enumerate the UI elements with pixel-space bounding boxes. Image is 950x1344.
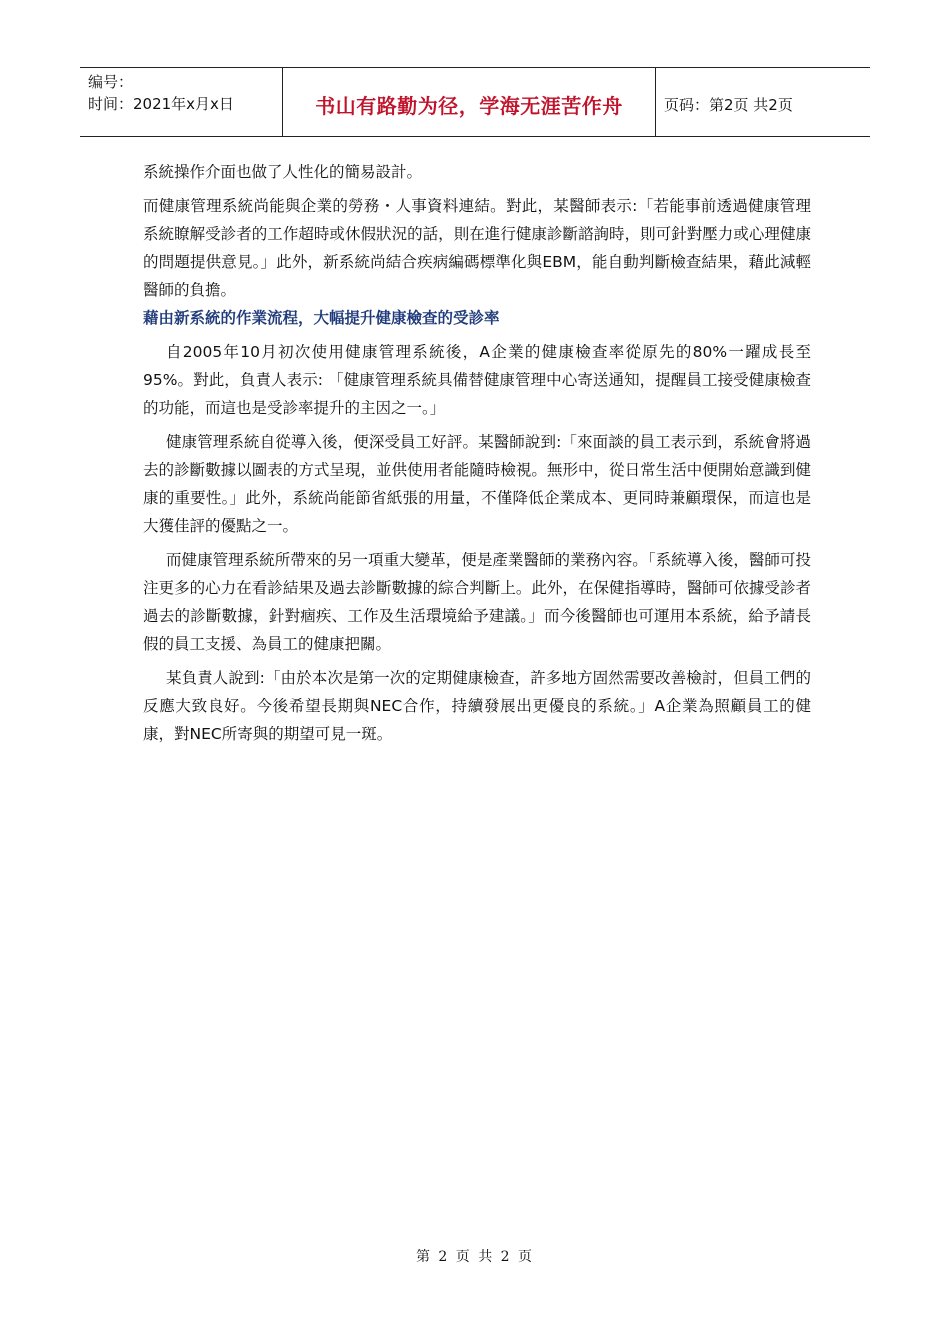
paragraph-3: 自2005年10月初次使用健康管理系統後，A企業的健康檢查率從原先的80%一躍成長至95%。對此，負責人表示: 「健康管理系統具備替健康管理中心寄送通知，提醒員工接受健康檢查的功能，而這也是受診率提升的主因之一。」 (143, 343, 811, 417)
header-motto: 书山有路勤为径，学海无涯苦作舟 (315, 93, 623, 118)
section-heading: 藉由新系統的作業流程，大幅提升健康檢查的受診率 (143, 309, 500, 327)
header-motto-cell (282, 68, 656, 136)
paragraph-5: 而健康管理系統所帶來的另一項重大變革，便是產業醫師的業務內容。「系統導入後，醫師可投注更多的心力在看診結果及過去診斷數據的綜合判斷上。此外，在保健指導時，醫師可依據受診者過去的診斷數據，針對痼疾、工作及生活環境給予建議。」而今後醫師也可運用本系統，給予請長假的員工支援、為員工的健康把關。 (143, 551, 811, 653)
header-page-cell (656, 68, 870, 136)
paragraph-1: 系統操作介面也做了人性化的簡易設計。 (143, 163, 423, 181)
header-page-number: 页码：第2页 共2页 (664, 95, 793, 114)
document-number-label: 编号： (88, 73, 134, 91)
document-body (143, 158, 811, 748)
header-meta (80, 68, 282, 136)
page-header (80, 67, 870, 137)
paragraph-4: 健康管理系統自從導入後，便深受員工好評。某醫師說到:「來面談的員工表示到，系統會將過去的診斷數據以圖表的方式呈現，並供使用者能隨時檢視。無形中，從日常生活中便開始意識到健康的重要性。」此外，系統尚能節省紙張的用量，不僅降低企業成本、更同時兼顧環保，而這也是大獲佳評的優點之一。 (143, 433, 811, 535)
paragraph-2: 而健康管理系統尚能與企業的勞務・人事資料連結。對此，某醫師表示:「若能事前透過健康管理系統瞭解受診者的工作超時或休假狀況的話，則在進行健康診斷諮詢時，則可針對壓力或心理健康的問題提供意見。」此外，新系統尚結合疾病編碼標準化與EBM，能自動判斷檢查結果，藉此減輕醫師的負擔。 (143, 197, 811, 299)
page-footer: 第 2 页 共 2 页 (415, 1249, 535, 1265)
paragraph-6: 某負責人說到:「由於本次是第一次的定期健康檢查，許多地方固然需要改善檢討，但員工們的反應大致良好。今後希望長期與NEC合作，持續發展出更優良的系統。」A企業為照顧員工的健康，對NEC所寄與的期望可見一斑。 (143, 669, 811, 743)
document-time-label: 时间：2021年x月x日 (88, 95, 234, 113)
